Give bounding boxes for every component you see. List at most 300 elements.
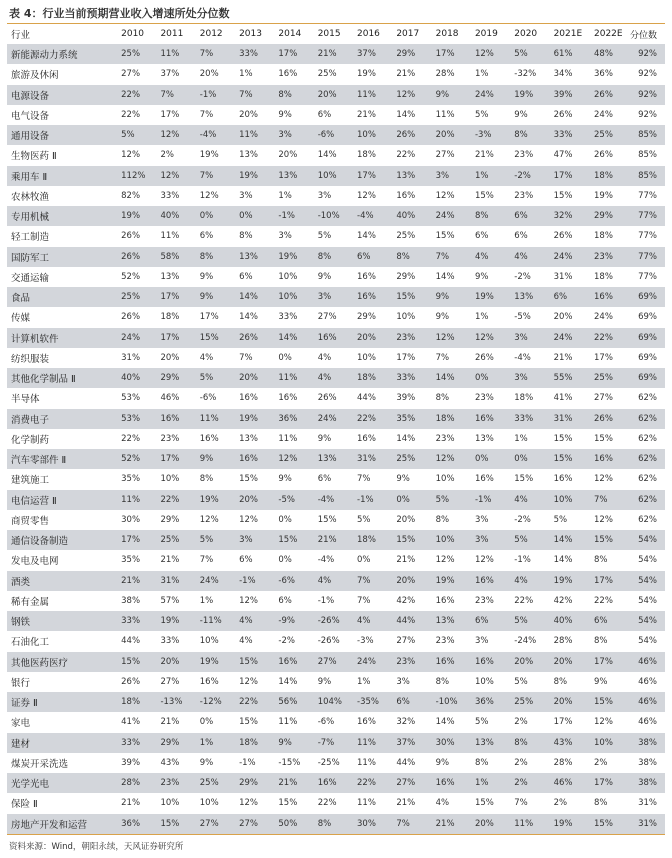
growth-value-cell: 5%	[504, 530, 543, 550]
percentile-cell: 54%	[624, 530, 665, 550]
growth-value-cell: 20%	[278, 150, 298, 161]
growth-value-cell: 7%	[386, 814, 425, 834]
growth-value-cell: 57%	[160, 595, 180, 606]
header-row	[7, 24, 665, 44]
growth-value-cell: 58%	[150, 247, 189, 267]
table-row	[7, 591, 665, 611]
growth-value-cell: 2%	[514, 717, 528, 728]
growth-value-cell: 20%	[544, 692, 584, 712]
source-note: 资料来源：Wind，朝阳永续，天风证券研究所	[9, 842, 184, 852]
percentile-cell: 69%	[638, 312, 657, 323]
growth-value-cell: 26%	[121, 312, 141, 323]
industry-name-cell: 国防军工	[7, 247, 111, 267]
growth-value-cell: 18%	[514, 393, 534, 404]
growth-value-cell: -1%	[190, 85, 229, 105]
growth-value-cell: 7%	[584, 490, 624, 510]
growth-value-cell: 4%	[465, 247, 504, 267]
percentile-cell: 54%	[638, 636, 657, 647]
growth-value-cell: 27%	[317, 312, 337, 323]
growth-value-cell: 16%	[474, 474, 494, 485]
growth-value-cell: 0%	[357, 555, 371, 566]
growth-value-cell: 19%	[190, 652, 229, 672]
growth-value-cell: 5%	[474, 109, 489, 120]
percentile-cell: 62%	[638, 433, 657, 444]
percentile-cell: 69%	[638, 352, 657, 363]
growth-value-cell: 17%	[150, 287, 189, 307]
growth-value-cell: 3%	[268, 125, 307, 145]
industry-name-cell: 轻工制造	[11, 232, 50, 244]
growth-value-cell: 14%	[435, 717, 455, 728]
growth-value-cell: 22%	[347, 773, 386, 793]
percentile-cell: 92%	[638, 69, 657, 80]
column-header: 2021E	[553, 29, 583, 39]
growth-value-cell: 13%	[504, 287, 543, 307]
growth-value-cell: 12%	[150, 166, 189, 186]
growth-value-cell: -6%	[268, 571, 307, 591]
growth-value-cell: 21%	[160, 555, 180, 566]
table-row	[7, 348, 665, 368]
percentile-cell: 92%	[638, 109, 657, 120]
growth-value-cell: 1%	[465, 773, 504, 793]
growth-value-cell: 33%	[111, 733, 150, 753]
growth-value-cell: 18%	[594, 271, 613, 282]
percentile-cell: 77%	[638, 271, 657, 282]
growth-value-cell: -4%	[514, 352, 531, 363]
percentile-cell: 46%	[638, 717, 657, 728]
growth-value-cell: 9%	[426, 85, 465, 105]
growth-value-cell: 13%	[160, 271, 180, 282]
industry-name-cell: 半导体	[11, 394, 40, 406]
growth-value-cell: 26%	[317, 393, 337, 404]
growth-value-cell: 19%	[199, 150, 219, 161]
growth-value-cell: -2%	[504, 166, 543, 186]
growth-value-cell: 10%	[268, 287, 307, 307]
growth-value-cell: 0%	[199, 717, 214, 728]
growth-value-cell: 5%	[504, 611, 543, 631]
table-row	[7, 712, 665, 732]
growth-value-cell: 10%	[357, 352, 376, 363]
growth-value-cell: 4%	[504, 247, 543, 267]
growth-value-cell: 12%	[435, 555, 455, 566]
table-body	[7, 44, 665, 834]
growth-value-cell: 6%	[239, 555, 253, 566]
growth-value-cell: 15%	[190, 328, 229, 348]
table-row	[7, 469, 665, 489]
table-row	[7, 226, 665, 246]
column-header: 2019	[474, 29, 498, 39]
column-header-industry: 行业	[11, 30, 31, 41]
growth-value-cell: 11%	[435, 109, 455, 120]
growth-value-cell: 6%	[474, 231, 489, 242]
growth-value-cell: 29%	[357, 312, 376, 323]
industry-name-cell: 发电及电网	[11, 556, 59, 568]
growth-value-cell: 19%	[504, 85, 543, 105]
growth-value-cell: 2%	[594, 757, 608, 768]
percentile-cell: 62%	[638, 514, 657, 525]
percentile-cell: 77%	[624, 206, 665, 226]
column-header: 2014	[278, 29, 302, 39]
growth-value-cell: 55%	[544, 368, 584, 388]
growth-value-cell: 14%	[268, 328, 307, 348]
growth-value-cell: 44%	[396, 757, 416, 768]
growth-value-cell: 12%	[465, 44, 504, 64]
growth-value-cell: 8%	[465, 206, 504, 226]
growth-value-cell: -2%	[514, 271, 531, 282]
growth-value-cell: 16%	[278, 69, 298, 80]
growth-value-cell: 14%	[553, 555, 573, 566]
growth-value-cell: 0%	[386, 490, 425, 510]
growth-value-cell: 22%	[317, 798, 337, 809]
growth-value-cell: 30%	[426, 733, 465, 753]
growth-value-cell: 25%	[504, 692, 543, 712]
growth-value-cell: 2%	[160, 150, 174, 161]
column-header: 2011	[160, 29, 184, 39]
growth-value-cell: 26%	[111, 247, 150, 267]
growth-value-cell: 8%	[308, 814, 347, 834]
growth-value-cell: 5%	[190, 368, 229, 388]
growth-value-cell: 16%	[199, 433, 219, 444]
growth-value-cell: 22%	[396, 150, 416, 161]
growth-value-cell: 13%	[426, 611, 465, 631]
growth-value-cell: 10%	[426, 530, 465, 550]
percentile-cell: 38%	[624, 733, 665, 753]
table-row	[7, 611, 665, 631]
growth-value-cell: 8%	[474, 757, 489, 768]
growth-value-cell: 7%	[426, 247, 465, 267]
growth-value-cell: 4%	[317, 352, 332, 363]
growth-value-cell: 1%	[474, 69, 489, 80]
growth-value-cell: 6%	[317, 474, 332, 485]
growth-value-cell: 9%	[435, 757, 450, 768]
growth-value-cell: 15%	[544, 449, 584, 469]
growth-value-cell: 27%	[396, 636, 416, 647]
growth-value-cell: -4%	[308, 490, 347, 510]
industry-name-cell: 其他医药医疗	[7, 652, 111, 672]
bottom-rule	[7, 834, 665, 835]
growth-value-cell: 31%	[150, 571, 189, 591]
growth-value-cell: -10%	[308, 206, 347, 226]
growth-value-cell: 1%	[199, 595, 214, 606]
table-row	[7, 388, 665, 408]
growth-value-cell: 5%	[514, 676, 528, 687]
growth-value-cell: 2%	[504, 773, 543, 793]
growth-value-cell: 24%	[544, 328, 584, 348]
growth-value-cell: 0%	[278, 352, 292, 363]
growth-value-cell: 41%	[553, 393, 573, 404]
growth-value-cell: 3%	[317, 190, 332, 201]
column-header: 2016	[357, 29, 380, 39]
percentile-cell: 85%	[624, 166, 665, 186]
growth-value-cell: 3%	[239, 190, 253, 201]
growth-value-cell: 11%	[229, 125, 268, 145]
growth-value-cell: 26%	[553, 231, 573, 242]
industry-name-cell: 保险 Ⅱ	[11, 799, 38, 811]
growth-value-cell: 44%	[357, 393, 376, 404]
industry-name-cell: 通信设备制造	[7, 530, 111, 550]
growth-value-cell: 9%	[514, 109, 528, 120]
percentile-cell: 31%	[638, 798, 657, 809]
growth-value-cell: 8%	[386, 247, 425, 267]
growth-value-cell: 12%	[357, 190, 376, 201]
growth-value-cell: 17%	[347, 166, 386, 186]
industry-name-cell: 电气设备	[11, 110, 50, 122]
industry-name-cell: 旅游及休闲	[11, 70, 59, 82]
growth-value-cell: 19%	[357, 69, 376, 80]
growth-value-cell: 16%	[465, 409, 504, 429]
growth-value-cell: 23%	[160, 433, 180, 444]
growth-value-cell: 24%	[190, 571, 229, 591]
growth-value-cell: 19%	[594, 190, 613, 201]
growth-value-cell: 7%	[357, 595, 371, 606]
industry-name-cell: 其他化学制品 Ⅱ	[7, 368, 111, 388]
growth-value-cell: 29%	[396, 271, 416, 282]
growth-value-cell: 39%	[544, 85, 584, 105]
growth-value-cell: 19%	[150, 611, 189, 631]
growth-value-cell: 6%	[504, 206, 543, 226]
growth-value-cell: 52%	[121, 271, 141, 282]
growth-value-cell: 3%	[504, 368, 543, 388]
growth-value-cell: 6%	[317, 109, 332, 120]
table-row	[7, 753, 665, 773]
table-row	[7, 429, 665, 449]
growth-value-cell: 17%	[268, 44, 307, 64]
growth-value-cell: 26%	[121, 231, 141, 242]
table-row	[7, 550, 665, 570]
growth-value-cell: 16%	[357, 271, 376, 282]
table-row	[7, 793, 665, 813]
growth-value-cell: 15%	[474, 190, 494, 201]
growth-value-cell: 8%	[435, 393, 450, 404]
growth-value-cell: -2%	[514, 514, 531, 525]
growth-value-cell: 13%	[465, 733, 504, 753]
growth-value-cell: 9%	[199, 271, 214, 282]
growth-value-cell: 9%	[426, 287, 465, 307]
growth-value-cell: 10%	[278, 271, 298, 282]
growth-value-cell: 12%	[594, 474, 613, 485]
growth-value-cell: 9%	[278, 474, 292, 485]
growth-value-cell: -1%	[268, 206, 307, 226]
growth-value-cell: 61%	[544, 44, 584, 64]
growth-value-cell: 0%	[229, 206, 268, 226]
growth-value-cell: 12%	[435, 190, 455, 201]
percentile-cell: 92%	[624, 44, 665, 64]
growth-value-cell: 40%	[386, 206, 425, 226]
percentile-cell: 77%	[638, 231, 657, 242]
growth-value-cell: 22%	[121, 433, 141, 444]
table-row	[7, 652, 665, 672]
table-row	[7, 490, 665, 510]
percentile-cell: 38%	[638, 757, 657, 768]
growth-value-cell: 25%	[111, 44, 150, 64]
table-row	[7, 125, 665, 145]
growth-value-cell: 16%	[396, 190, 416, 201]
growth-value-cell: 52%	[111, 449, 150, 469]
growth-value-cell: 19%	[465, 287, 504, 307]
data-table	[7, 24, 665, 834]
growth-value-cell: 8%	[594, 636, 608, 647]
growth-value-cell: 7%	[347, 571, 386, 591]
growth-value-cell: 22%	[514, 595, 534, 606]
industry-name-cell: 电信运营 Ⅱ	[7, 490, 111, 510]
growth-value-cell: 20%	[229, 368, 268, 388]
growth-value-cell: 25%	[190, 773, 229, 793]
growth-value-cell: 5%	[357, 514, 371, 525]
growth-value-cell: 23%	[150, 773, 189, 793]
percentile-cell: 62%	[624, 449, 665, 469]
growth-value-cell: 23%	[584, 247, 624, 267]
growth-value-cell: 17%	[111, 530, 150, 550]
growth-value-cell: -1%	[239, 757, 256, 768]
growth-value-cell: 53%	[111, 409, 150, 429]
growth-value-cell: 23%	[474, 595, 494, 606]
industry-name-cell: 化学制药	[11, 434, 50, 446]
growth-value-cell: -24%	[514, 636, 537, 647]
growth-value-cell: 22%	[584, 328, 624, 348]
percentile-cell: 46%	[638, 676, 657, 687]
growth-value-cell: 18%	[594, 231, 613, 242]
growth-value-cell: 33%	[229, 44, 268, 64]
growth-value-cell: 11%	[357, 798, 376, 809]
growth-value-cell: 11%	[111, 490, 150, 510]
column-header: 2012	[199, 29, 223, 39]
growth-value-cell: 24%	[594, 312, 613, 323]
table-row	[7, 368, 665, 388]
growth-value-cell: 12%	[239, 595, 258, 606]
growth-value-cell: 23%	[435, 433, 455, 444]
percentile-cell: 54%	[638, 555, 657, 566]
growth-value-cell: 21%	[426, 814, 465, 834]
growth-value-cell: 44%	[121, 636, 141, 647]
percentile-cell: 69%	[624, 287, 665, 307]
growth-value-cell: 24%	[111, 328, 150, 348]
table-row	[7, 267, 665, 287]
growth-value-cell: 5%	[426, 490, 465, 510]
table-row	[7, 631, 665, 651]
industry-name-cell: 房地产开发和运营	[7, 814, 111, 834]
growth-value-cell: 25%	[111, 287, 150, 307]
growth-value-cell: 15%	[111, 652, 150, 672]
industry-name-cell: 家电	[11, 718, 31, 730]
table-title: 表 4：行业当前预期营业收入增速所处分位数	[9, 7, 230, 20]
growth-value-cell: 0%	[190, 206, 229, 226]
growth-value-cell: 11%	[347, 733, 386, 753]
growth-value-cell: 16%	[426, 652, 465, 672]
growth-value-cell: 33%	[386, 368, 425, 388]
growth-value-cell: 12%	[386, 85, 425, 105]
growth-value-cell: -10%	[426, 692, 465, 712]
growth-value-cell: 15%	[278, 798, 298, 809]
table-row	[7, 287, 665, 307]
growth-value-cell: 14%	[396, 109, 416, 120]
growth-value-cell: 32%	[396, 717, 416, 728]
growth-value-cell: 14%	[357, 231, 376, 242]
growth-value-cell: 16%	[268, 652, 307, 672]
growth-value-cell: 4%	[504, 571, 543, 591]
growth-value-cell: 4%	[239, 636, 253, 647]
table-row	[7, 206, 665, 226]
column-header: 2017	[396, 29, 420, 39]
growth-value-cell: 27%	[190, 814, 229, 834]
growth-value-cell: 37%	[386, 733, 425, 753]
growth-value-cell: 3%	[465, 530, 504, 550]
growth-value-cell: 8%	[190, 247, 229, 267]
growth-value-cell: 27%	[435, 150, 455, 161]
column-header: 2010	[121, 29, 145, 39]
growth-value-cell: -4%	[190, 125, 229, 145]
growth-value-cell: 16%	[584, 287, 624, 307]
growth-value-cell: 10%	[396, 312, 416, 323]
growth-value-cell: 10%	[160, 798, 180, 809]
growth-value-cell: 28%	[553, 757, 573, 768]
growth-value-cell: 24%	[465, 85, 504, 105]
growth-value-cell: 20%	[150, 652, 189, 672]
growth-value-cell: 21%	[396, 555, 416, 566]
growth-value-cell: -1%	[514, 555, 531, 566]
table-header	[7, 24, 665, 44]
growth-value-cell: 27%	[386, 773, 425, 793]
growth-value-cell: 9%	[190, 287, 229, 307]
growth-value-cell: 25%	[584, 125, 624, 145]
table-row	[7, 85, 665, 105]
growth-value-cell: 13%	[474, 433, 494, 444]
growth-value-cell: 5%	[474, 717, 489, 728]
growth-value-cell: 4%	[199, 352, 214, 363]
growth-value-cell: 18%	[229, 733, 268, 753]
industry-name-cell: 石油化工	[11, 637, 50, 649]
growth-value-cell: 25%	[317, 69, 337, 80]
growth-value-cell: 21%	[474, 150, 494, 161]
growth-value-cell: 29%	[386, 44, 425, 64]
growth-value-cell: 4%	[229, 611, 268, 631]
growth-value-cell: 20%	[553, 312, 573, 323]
growth-value-cell: 21%	[160, 717, 180, 728]
growth-value-cell: 32%	[544, 206, 584, 226]
growth-value-cell: 27%	[594, 393, 613, 404]
percentile-cell: 54%	[624, 611, 665, 631]
growth-value-cell: 33%	[160, 636, 180, 647]
growth-value-cell: 9%	[396, 474, 410, 485]
growth-value-cell: 19%	[111, 206, 150, 226]
growth-value-cell: 23%	[386, 328, 425, 348]
growth-value-cell: 15%	[435, 231, 455, 242]
growth-value-cell: 16%	[584, 449, 624, 469]
column-header: 2022E	[594, 29, 623, 39]
growth-value-cell: -3%	[357, 636, 374, 647]
growth-value-cell: 16%	[199, 676, 219, 687]
growth-value-cell: -2%	[278, 636, 295, 647]
growth-value-cell: 6%	[544, 287, 584, 307]
table-row	[7, 449, 665, 469]
growth-value-cell: 12%	[239, 676, 258, 687]
growth-value-cell: 40%	[111, 368, 150, 388]
industry-name-cell: 专用机械	[7, 206, 111, 226]
growth-value-cell: -6%	[317, 717, 335, 728]
growth-value-cell: 31%	[121, 352, 141, 363]
growth-value-cell: 16%	[357, 433, 376, 444]
growth-value-cell: 3%	[396, 676, 410, 687]
growth-value-cell: 7%	[357, 474, 371, 485]
growth-value-cell: 33%	[278, 312, 298, 323]
growth-value-cell: -11%	[190, 611, 229, 631]
growth-value-cell: -5%	[514, 312, 531, 323]
table-row	[7, 510, 665, 530]
growth-value-cell: 3%	[474, 514, 489, 525]
industry-name-cell: 建筑施工	[11, 475, 50, 487]
growth-value-cell: 15%	[584, 692, 624, 712]
growth-value-cell: 104%	[308, 692, 347, 712]
growth-value-cell: 12%	[474, 555, 494, 566]
growth-value-cell: 21%	[268, 773, 307, 793]
